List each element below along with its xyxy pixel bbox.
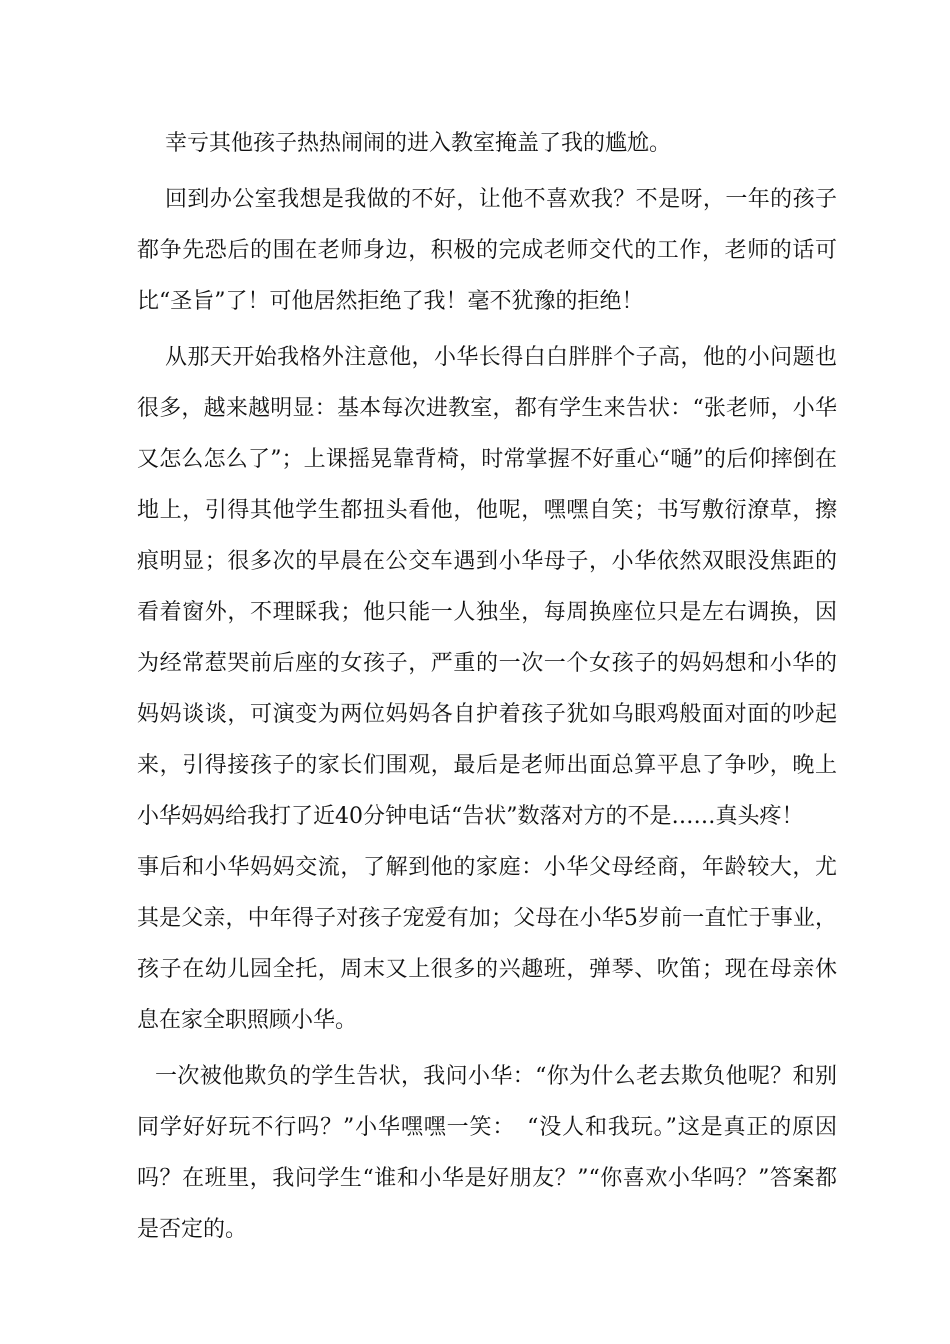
paragraph-2: 回到办公室我想是我做的不好，让他不喜欢我？不是呀，一年的孩子都争先恐后的围在老师身边，积极的完成老师交代的工作，老师的话可比“圣旨”了！可他居然拒绝了我！毫不犹豫的拒绝！ [137, 187, 837, 314]
document-body [137, 118, 837, 1255]
paragraph-5: 一次被他欺负的学生告状，我问小华：“你为什么老去欺负他呢？和别同学好好玩不行吗？”小华嘿嘿一笑： “没人和我玩。”这是真正的原因吗？在班里，我问学生“谁和小华是好朋友？”“你喜欢小华吗？”答案都是否定的。 [137, 1064, 837, 1242]
paragraph-3: 从那天开始我格外注意他，小华长得白白胖胖个子高，他的小问题也很多，越来越明显：基本每次进教室，都有学生来告状：“张老师，小华又怎么怎么了”；上课摇晃靠背椅，时常掌握不好重心“嗵”的后仰摔倒在地上，引得其他学生都扭头看他，他呢，嘿嘿自笑；书写敷衍潦草，擦痕明显；很多次的早晨在公交车遇到小华母子，小华依然双眼没焦距的看着窗外，不理睬我；他只能一人独坐，每周换座位只是左右调换，因为经常惹哭前后座的女孩子，严重的一次一个女孩子的妈妈想和小华的妈妈谈谈，可演变为两位妈妈各自护着孩子犹如乌眼鸡般面对面的吵起来，引得接孩子的家长们围观，最后是老师出面总算平息了争吵，晚上小华妈妈给我打了近40分钟电话“告状”数落对方的不是……真头疼！ [137, 345, 837, 829]
paragraph-1: 幸亏其他孩子热热闹闹的进入教室掩盖了我的尴尬。 [165, 131, 672, 156]
paragraph-4: 事后和小华妈妈交流，了解到他的家庭：小华父母经商，年龄较大，尤其是父亲，中年得子对孩子宠爱有加；父母在小华5岁前一直忙于事业，孩子在幼儿园全托，周末又上很多的兴趣班，弹琴、吹笛；现在母亲休息在家全职照顾小华。 [137, 855, 837, 1033]
